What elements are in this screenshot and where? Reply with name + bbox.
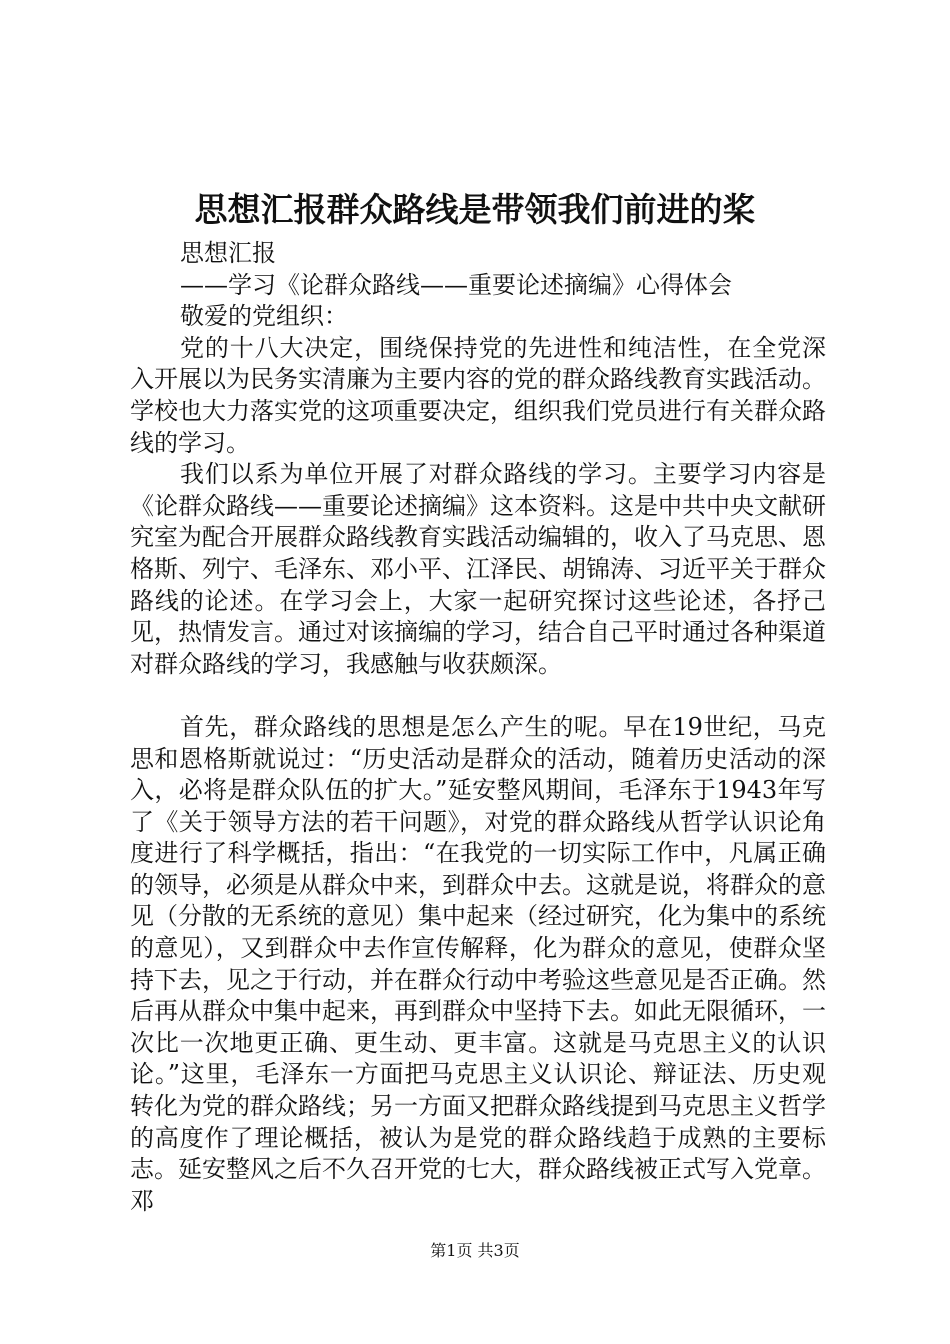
document-title: 思想汇报群众路线是带领我们前进的桨 — [194, 190, 756, 229]
paragraph-3: 首先，群众路线的思想是怎么产生的呢。早在19世纪，马克思和恩格斯就说过：“历史活动是群众的活动，随着历史活动的深入，必将是群众队伍的扩大。”延安整风期间，毛泽东于1943年写了《关于领导方法的若干问题》，对党的群众路线从哲学认识论角度进行了科学概括，指出：“在我党的一切实际工作中，凡属正确的领导，必须是从群众中来，到群众中去。这就是说，将群众的意见（分散的无系统的意见）集中起来（经过研究，化为集中的系统的意见），又到群众中去作宣传解释，化为群众的意见，使群众坚持下去，见之于行动，并在群众行动中考验这些意见是否正确。然后再从群众中集中起来，再到群众中坚持下去。如此无限循环，一次比一次地更正确、更生动、更丰富。这就是马克思主义的认识论。”这里，毛泽东一方面把马克思主义认识论、辩证法、历史观转化为党的群众路线；另一方面又把群众路线提到马克思主义哲学的高度作了理论概括，被认为是党的群众路线趋于成熟的主要标志。延安整风之后不久召开党的七大，群众路线被正式写入党章。邓 — [130, 712, 826, 1215]
document-subheading: ——学习《论群众路线——重要论述摘编》心得体会 — [180, 270, 732, 299]
salutation: 敬爱的党组织： — [180, 302, 348, 331]
page-number-footer: 第1页 共3页 — [430, 1241, 520, 1260]
document-body — [130, 238, 826, 1217]
document-heading: 思想汇报 — [180, 239, 276, 267]
paragraph-spacer — [130, 680, 826, 712]
paragraph-2: 我们以系为单位开展了对群众路线的学习。主要学习内容是《论群众路线——重要论述摘编》这本资料。这是中共中央文献研究室为配合开展群众路线教育实践活动编辑的，收入了马克思、恩格斯、列宁、毛泽东、邓小平、江泽民、胡锦涛、习近平关于群众路线的论述。在学习会上，大家一起研究探讨这些论述，各抒己见，热情发言。通过对该摘编的学习，结合自己平时通过各种渠道对群众路线的学习，我感触与收获颇深。 — [130, 460, 826, 678]
paragraph-1: 党的十八大决定，围绕保持党的先进性和纯洁性，在全党深入开展以为民务实清廉为主要内容的党的群众路线教育实践活动。学校也大力落实党的这项重要决定，组织我们党员进行有关群众路线的学习。 — [130, 333, 826, 457]
